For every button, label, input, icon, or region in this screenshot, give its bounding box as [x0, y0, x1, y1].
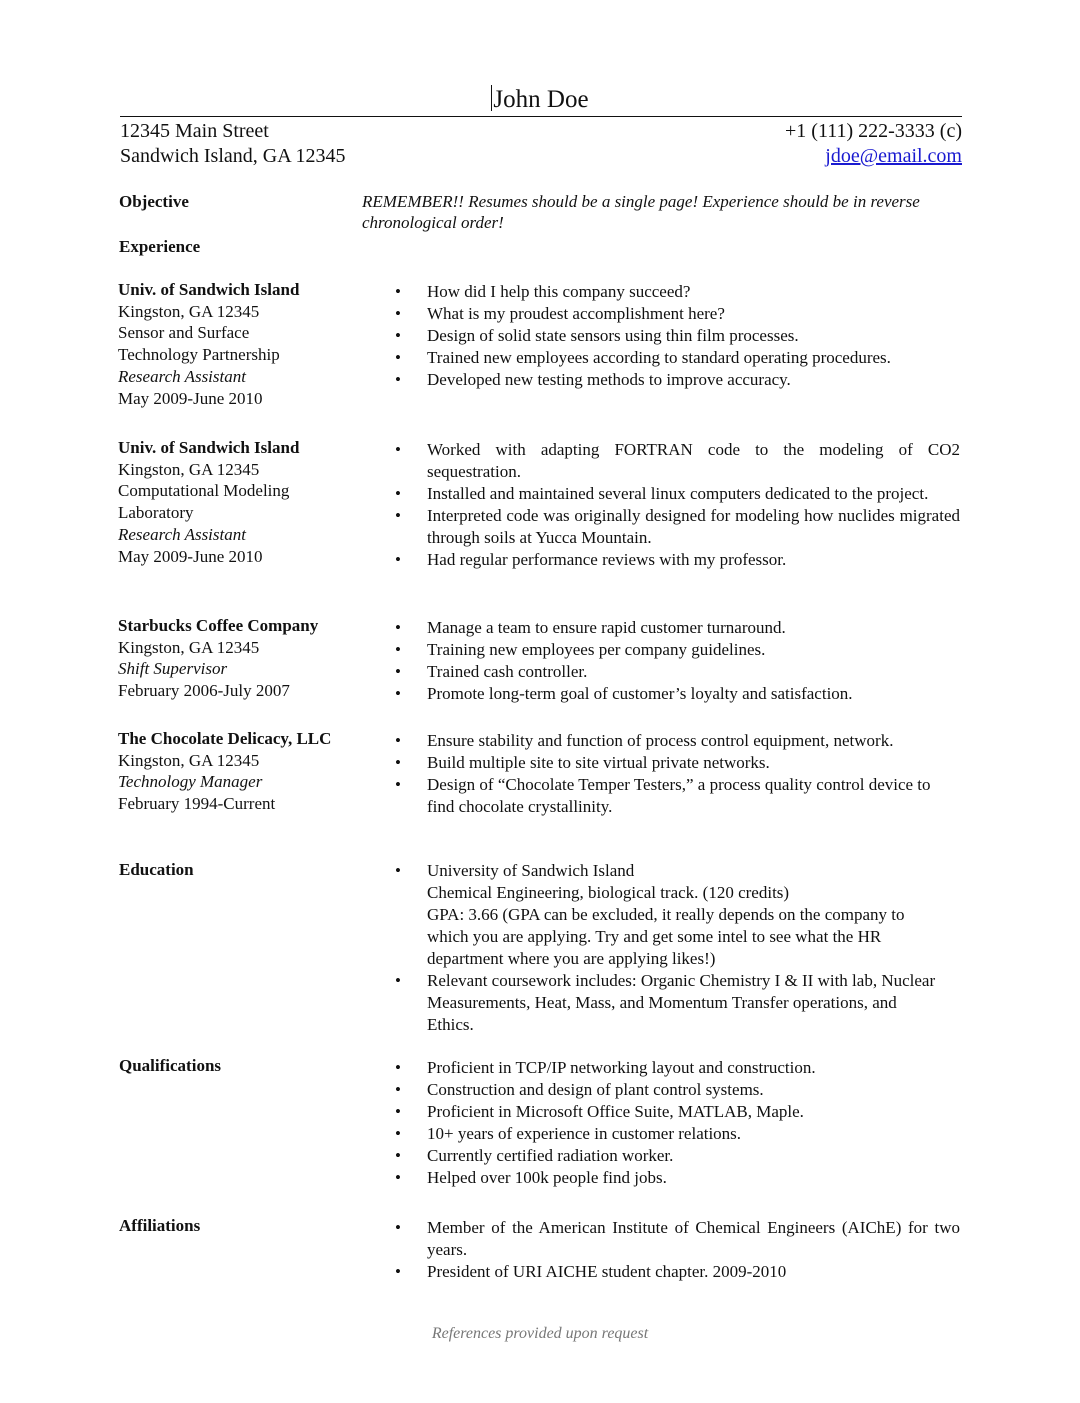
- job-3-bullets: [395, 617, 960, 705]
- affiliations-title: Affiliations: [119, 1216, 201, 1235]
- list-item: • Developed new testing methods to improve accuracy.: [395, 369, 960, 391]
- education-bullets: [395, 860, 940, 1036]
- job-4-details: [118, 728, 333, 815]
- address-line-2: Sandwich Island, GA 12345: [120, 145, 346, 167]
- list-item: • Worked with adapting FORTRAN code to the modeling of CO2 sequestration.: [395, 439, 960, 483]
- list-item: • Training new employees per company guidelines.: [395, 639, 960, 661]
- list-item: • Proficient in TCP/IP networking layout and construction.: [395, 1057, 960, 1079]
- list-item: • President of URI AICHE student chapter. 2009-2010: [395, 1261, 960, 1283]
- education-school: • University of Sandwich Island: [427, 861, 635, 880]
- list-item: • Promote long-term goal of customer’s loyalty and satisfaction.: [395, 683, 960, 705]
- job-1-dates: May 2009-June 2010: [118, 388, 263, 408]
- list-item: • Build multiple site to site virtual private networks.: [395, 752, 935, 774]
- list-item: • Relevant coursework includes: Organic Chemistry I & II with lab, Nuclear Measurements, Heat, Mass, and Momentum Transfer operations, and Ethics.: [395, 970, 940, 1036]
- job-1-bullets: [395, 281, 960, 391]
- address-block: [120, 119, 346, 169]
- list-item: • How did I help this company succeed?: [395, 281, 960, 303]
- header-divider: [120, 116, 962, 117]
- references-footer: References provided upon request: [431, 1325, 649, 1342]
- list-item: • Proficient in Microsoft Office Suite, MATLAB, Maple.: [395, 1101, 960, 1123]
- job-4-role: Technology Manager: [118, 772, 263, 792]
- list-item: • Trained new employees according to standard operating procedures.: [395, 347, 960, 369]
- list-item: • Currently certified radiation worker.: [395, 1145, 960, 1167]
- address-line-1: 12345 Main Street: [120, 120, 269, 142]
- job-2-details: [118, 437, 353, 567]
- qualifications-bullets: [395, 1057, 960, 1189]
- contact-block: [785, 119, 962, 169]
- job-2-org: Univ. of Sandwich Island: [118, 438, 300, 457]
- job-1-org: Univ. of Sandwich Island: [118, 280, 300, 299]
- email-link[interactable]: jdoe@email.com: [825, 145, 962, 167]
- list-item: • Had regular performance reviews with my professor.: [395, 549, 960, 571]
- job-1-role: Research Assistant: [118, 366, 246, 386]
- job-2-bullets: [395, 439, 960, 571]
- job-4-dates: February 1994-Current: [118, 794, 276, 814]
- list-item: [395, 860, 940, 970]
- list-item: • What is my proudest accomplishment here?: [395, 303, 960, 325]
- list-item: • Construction and design of plant control systems.: [395, 1079, 960, 1101]
- list-item: • Member of the American Institute of Chemical Engineers (AIChE) for two years.: [395, 1217, 960, 1261]
- job-3-line: Kingston, GA 12345: [118, 637, 260, 657]
- education-gpa: GPA: 3.66 (GPA can be excluded, it really depends on the company to which you are applying. Try and get some intel to see what the HR department where you are applying likes!): [427, 905, 905, 968]
- job-1-details: [118, 279, 353, 409]
- job-2-role: Research Assistant: [118, 524, 246, 544]
- phone-number: +1 (111) 222-3333 (c): [785, 120, 962, 142]
- list-item: • Installed and maintained several linux computers dedicated to the project.: [395, 483, 960, 505]
- list-item: • Interpreted code was originally designed for modeling how nuclides migrated through soils at Yucca Mountain.: [395, 505, 960, 549]
- list-item: • 10+ years of experience in customer relations.: [395, 1123, 960, 1145]
- list-item: • Ensure stability and function of process control equipment, network.: [395, 730, 935, 752]
- objective-text: REMEMBER!! Resumes should be a single page! Experience should be in reverse chronological order!: [362, 192, 920, 232]
- job-4-line: Kingston, GA 12345: [118, 750, 260, 770]
- resume-name-heading: [0, 84, 1080, 116]
- job-2-line: Computational Modeling: [118, 481, 290, 501]
- list-item: • Design of “Chocolate Temper Testers,” a process quality control device to find chocolate crystallinity.: [395, 774, 935, 818]
- job-1-line: Kingston, GA 12345: [118, 301, 260, 321]
- list-item: • Manage a team to ensure rapid customer turnaround.: [395, 617, 960, 639]
- list-item: • Design of solid state sensors using thin film processes.: [395, 325, 960, 347]
- job-3-details: [118, 615, 353, 702]
- job-4-org: The Chocolate Delicacy, LLC: [118, 729, 332, 748]
- experience-title: Experience: [119, 237, 201, 256]
- job-4-bullets: [395, 730, 935, 818]
- education-title: Education: [119, 860, 194, 879]
- qualifications-title: Qualifications: [119, 1056, 222, 1075]
- job-3-role: Shift Supervisor: [118, 659, 228, 679]
- affiliations-bullets: [395, 1217, 960, 1283]
- job-1-line: Sensor and Surface: [118, 323, 250, 343]
- objective-title: Objective: [119, 192, 189, 211]
- job-2-line: Laboratory: [118, 503, 194, 523]
- job-2-line: Kingston, GA 12345: [118, 459, 260, 479]
- education-degree: Chemical Engineering, biological track. (120 credits): [427, 883, 790, 902]
- list-item: • Trained cash controller.: [395, 661, 960, 683]
- job-2-dates: May 2009-June 2010: [118, 546, 263, 566]
- job-3-org: Starbucks Coffee Company: [118, 616, 319, 635]
- list-item: • Helped over 100k people find jobs.: [395, 1167, 960, 1189]
- job-3-dates: February 2006-July 2007: [118, 681, 290, 701]
- job-1-line: Technology Partnership: [118, 345, 280, 365]
- name-text: John Doe: [493, 86, 589, 113]
